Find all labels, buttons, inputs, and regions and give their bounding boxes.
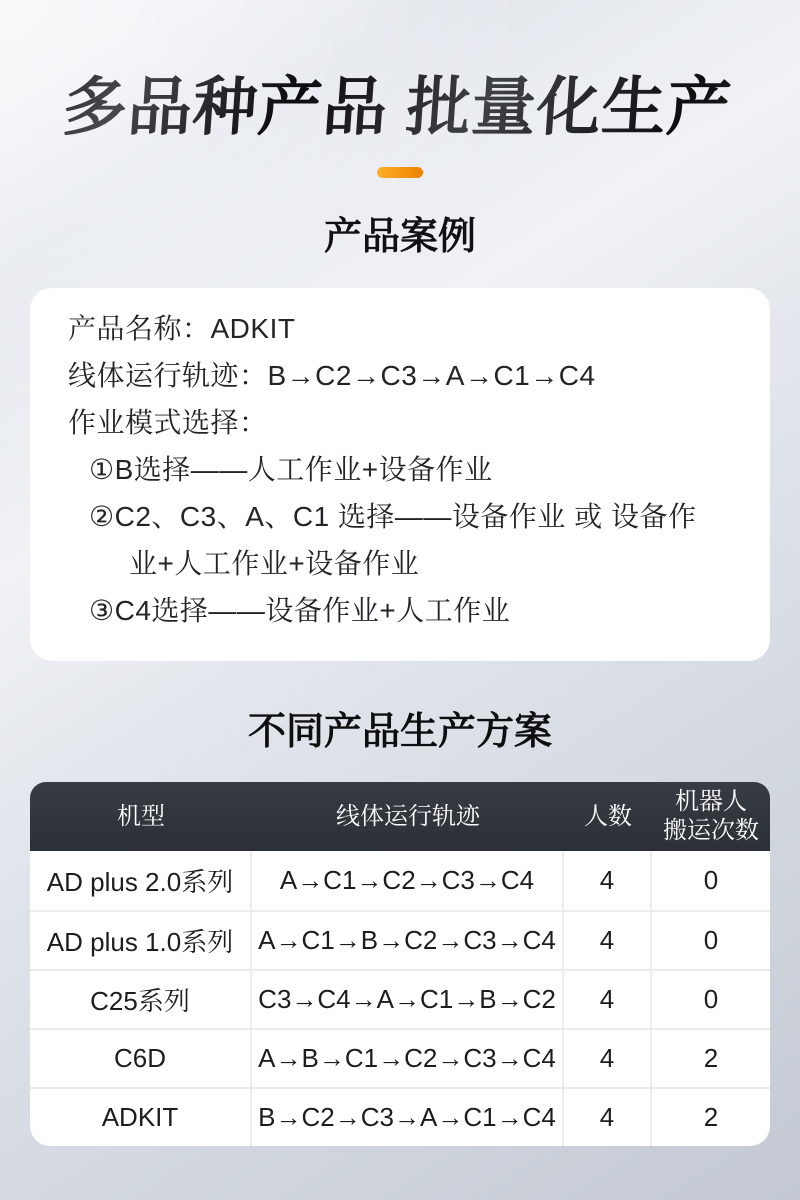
table-body	[30, 851, 770, 1146]
cell-people: 4	[564, 1030, 652, 1087]
cell-model: ADKIT	[30, 1089, 252, 1146]
cell-robot: 2	[703, 1101, 719, 1132]
page-title: 多品种产品 批量化生产	[0, 0, 800, 141]
table-row	[30, 1087, 770, 1146]
cell-model: C25系列	[30, 971, 252, 1028]
table-row	[30, 851, 770, 910]
cell-people: 4	[564, 851, 652, 910]
table-row	[30, 910, 770, 969]
trajectory-line: 线体运行轨迹：B→C2→C3→A→C1→C4	[68, 359, 596, 391]
cell-trajectory: A→C1→B→C2→C3→C4	[252, 912, 564, 969]
header-cell-people: 人数	[584, 802, 632, 830]
cell-people: 4	[564, 912, 652, 969]
mode-option-2: ②C2、C3、A、C1 选择——设备作业 或 设备作	[89, 500, 697, 532]
header-cell-robot-line1: 机器人	[675, 788, 747, 816]
mode-option-3: ③C4选择——设备作业+人工作业	[89, 594, 511, 626]
table-row	[30, 969, 770, 1028]
cell-model: AD plus 1.0系列	[30, 912, 252, 969]
cell-people: 4	[564, 971, 652, 1028]
cell-model: AD plus 2.0系列	[30, 851, 252, 910]
mode-option-1: ①B选择——人工作业+设备作业	[89, 453, 493, 485]
product-name-line: 产品名称：ADKIT	[68, 312, 296, 344]
section-title-case: 产品案例	[323, 216, 476, 259]
section-title-plans: 不同产品生产方案	[247, 710, 552, 753]
table-row	[30, 1028, 770, 1087]
cell-trajectory: A→C1→C2→C3→C4	[252, 851, 564, 910]
cell-robot: 2	[703, 1042, 719, 1073]
header-cell-trajectory: 线体运行轨迹	[336, 802, 480, 830]
cell-people: 4	[564, 1089, 652, 1146]
cell-trajectory: B→C2→C3→A→C1→C4	[252, 1089, 564, 1146]
mode-option-2-wrap: 业+人工作业+设备作业	[129, 547, 420, 579]
cell-robot: 0	[703, 983, 719, 1014]
cell-model: C6D	[30, 1030, 252, 1087]
mode-select-line: 作业模式选择：	[68, 406, 268, 438]
accent-divider	[377, 167, 423, 178]
cell-robot: 0	[703, 924, 719, 955]
cell-robot: 0	[703, 864, 719, 895]
header-cell-robot-line2: 搬运次数	[663, 817, 759, 845]
cell-trajectory: A→B→C1→C2→C3→C4	[252, 1030, 564, 1087]
product-case-card	[30, 288, 770, 661]
production-plans-table	[30, 782, 770, 1146]
header-cell-robot	[652, 787, 770, 845]
cell-trajectory: C3→C4→A→C1→B→C2	[252, 971, 564, 1028]
header-cell-model: 机型	[117, 802, 165, 830]
table-header-row	[30, 782, 770, 851]
